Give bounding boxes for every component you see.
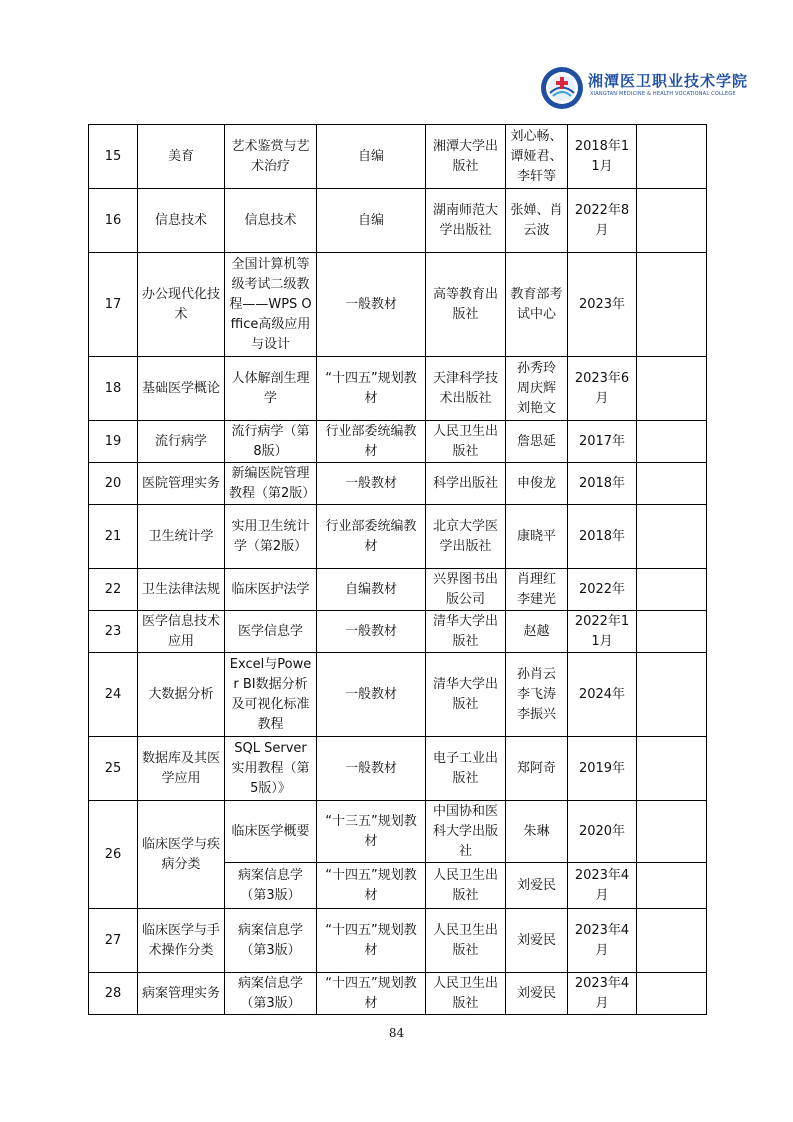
cell-type: 一般教材: [317, 737, 426, 801]
cell-type: 一般教材: [317, 253, 426, 357]
cell-note: [637, 253, 707, 357]
cell-no: 24: [89, 653, 138, 737]
cell-course: 卫生法律法规: [138, 569, 225, 611]
cell-book: 病案信息学（第3版）: [225, 863, 317, 909]
cell-course: 基础医学概论: [138, 357, 225, 421]
cell-no: 26: [89, 801, 138, 909]
cell-author: 刘心畅、谭娅君、李轩等: [506, 125, 568, 189]
cell-no: 25: [89, 737, 138, 801]
cell-book: Excel与Power BI数据分析及可视化标准教程: [225, 653, 317, 737]
cell-type: 行业部委统编教材: [317, 421, 426, 463]
cell-publisher: 天津科学技术出版社: [426, 357, 506, 421]
cell-book: 流行病学（第8版）: [225, 421, 317, 463]
cell-type: “十四五”规划教材: [317, 357, 426, 421]
cell-book: 临床医学概要: [225, 801, 317, 863]
cell-publisher: 湘潭大学出版社: [426, 125, 506, 189]
cell-no: 16: [89, 189, 138, 253]
cell-type: 自编: [317, 125, 426, 189]
cell-author: 詹思延: [506, 421, 568, 463]
cell-course: 信息技术: [138, 189, 225, 253]
cell-publisher: 人民卫生出版社: [426, 863, 506, 909]
table-row: [89, 253, 707, 357]
cell-publisher: 人民卫生出版社: [426, 973, 506, 1015]
table-row: [89, 463, 707, 505]
cell-author: 孙秀玲 周庆辉 刘艳文: [506, 357, 568, 421]
cell-publisher: 电子工业出版社: [426, 737, 506, 801]
cell-author: 赵越: [506, 611, 568, 653]
cell-author: 康晓平: [506, 505, 568, 569]
table-row: [89, 569, 707, 611]
cell-book: SQL Server实用教程（第5版）》: [225, 737, 317, 801]
cell-publisher: 人民卫生出版社: [426, 909, 506, 973]
cell-type: 行业部委统编教材: [317, 505, 426, 569]
cell-author: 教育部考试中心: [506, 253, 568, 357]
cell-date: 2019年: [568, 737, 637, 801]
cell-author: 张婵、肖云波: [506, 189, 568, 253]
table-row: [89, 421, 707, 463]
cell-note: [637, 653, 707, 737]
cell-date: 2022年: [568, 569, 637, 611]
cell-publisher: 科学出版社: [426, 463, 506, 505]
cell-no: 27: [89, 909, 138, 973]
cell-type: “十四五”规划教材: [317, 973, 426, 1015]
cell-note: [637, 863, 707, 909]
table-row: [89, 125, 707, 189]
cell-note: [637, 801, 707, 863]
cell-note: [637, 357, 707, 421]
table-row: [89, 973, 707, 1015]
cell-note: [637, 189, 707, 253]
cell-book: 信息技术: [225, 189, 317, 253]
cell-course: 临床医学与手术操作分类: [138, 909, 225, 973]
cell-course: 医学信息技术应用: [138, 611, 225, 653]
cell-date: 2018年11月: [568, 125, 637, 189]
cell-publisher: 人民卫生出版社: [426, 421, 506, 463]
college-logo: [540, 66, 770, 114]
cell-type: “十四五”规划教材: [317, 909, 426, 973]
cell-author: 孙肖云 李飞涛 李振兴: [506, 653, 568, 737]
cell-type: 自编教材: [317, 569, 426, 611]
table-row: [89, 909, 707, 973]
cell-author: 肖理红 李建光: [506, 569, 568, 611]
cell-date: 2020年: [568, 801, 637, 863]
cell-type: “十三五”规划教材: [317, 801, 426, 863]
cell-date: 2023年4月: [568, 863, 637, 909]
cell-course: 美育: [138, 125, 225, 189]
cell-no: 22: [89, 569, 138, 611]
cell-note: [637, 421, 707, 463]
cell-book: 医学信息学: [225, 611, 317, 653]
cell-date: 2023年4月: [568, 973, 637, 1015]
cell-publisher: 清华大学出版社: [426, 653, 506, 737]
cell-course: 临床医学与疾病分类: [138, 801, 225, 909]
cell-course: 办公现代化技术: [138, 253, 225, 357]
cell-author: 刘爱民: [506, 909, 568, 973]
cell-publisher: 中国协和医科大学出版社: [426, 801, 506, 863]
cell-course: 卫生统计学: [138, 505, 225, 569]
cell-author: 刘爱民: [506, 863, 568, 909]
cell-note: [637, 909, 707, 973]
cell-book: 实用卫生统计学（第2版）: [225, 505, 317, 569]
cell-note: [637, 973, 707, 1015]
cell-date: 2023年4月: [568, 909, 637, 973]
cell-no: 17: [89, 253, 138, 357]
cell-book: 病案信息学（第3版）: [225, 909, 317, 973]
cell-type: 一般教材: [317, 611, 426, 653]
cell-date: 2017年: [568, 421, 637, 463]
cell-book: 新编医院管理教程（第2版）: [225, 463, 317, 505]
cell-note: [637, 611, 707, 653]
table-row: [89, 653, 707, 737]
cell-course: 病案管理实务: [138, 973, 225, 1015]
cell-date: 2023年6月: [568, 357, 637, 421]
cell-no: 23: [89, 611, 138, 653]
cell-no: 18: [89, 357, 138, 421]
cell-book: 艺术鉴赏与艺术治疗: [225, 125, 317, 189]
cell-date: 2018年: [568, 463, 637, 505]
cell-note: [637, 569, 707, 611]
cell-publisher: 清华大学出版社: [426, 611, 506, 653]
cell-publisher: 兴界图书出版公司: [426, 569, 506, 611]
cell-book: 临床医护法学: [225, 569, 317, 611]
cell-no: 15: [89, 125, 138, 189]
cell-course: 医院管理实务: [138, 463, 225, 505]
cell-author: 申俊龙: [506, 463, 568, 505]
cell-publisher: 高等教育出版社: [426, 253, 506, 357]
cell-book: 人体解剖生理学: [225, 357, 317, 421]
cell-note: [637, 505, 707, 569]
college-emblem-icon: [540, 66, 584, 110]
cell-type: “十四五”规划教材: [317, 863, 426, 909]
cell-type: 一般教材: [317, 653, 426, 737]
cell-author: 朱琳: [506, 801, 568, 863]
textbook-table: [88, 124, 707, 1015]
table-row: [89, 189, 707, 253]
cell-no: 28: [89, 973, 138, 1015]
cell-publisher: 湖南师范大学出版社: [426, 189, 506, 253]
table-row: [89, 357, 707, 421]
cell-type: 自编: [317, 189, 426, 253]
cell-date: 2024年: [568, 653, 637, 737]
cell-date: 2018年: [568, 505, 637, 569]
table-row: [89, 505, 707, 569]
cell-note: [637, 125, 707, 189]
logo-english-name: XIANGTAN MEDICINE & HEALTH VOCATIONAL COLLEGE: [590, 91, 736, 97]
cell-date: 2022年8月: [568, 189, 637, 253]
cell-no: 20: [89, 463, 138, 505]
cell-date: 2023年: [568, 253, 637, 357]
cell-course: 数据库及其医学应用: [138, 737, 225, 801]
table-row: [89, 737, 707, 801]
cell-author: 郑阿奇: [506, 737, 568, 801]
cell-course: 流行病学: [138, 421, 225, 463]
table-row: [89, 801, 707, 863]
cell-no: 19: [89, 421, 138, 463]
cell-no: 21: [89, 505, 138, 569]
logo-chinese-name: 湘潭医卫职业技术学院: [588, 72, 749, 90]
cell-note: [637, 737, 707, 801]
cell-note: [637, 463, 707, 505]
cell-author: 刘爱民: [506, 973, 568, 1015]
cell-book: 全国计算机等级考试二级教程——WPS Office高级应用与设计: [225, 253, 317, 357]
table-row: [89, 611, 707, 653]
cell-publisher: 北京大学医学出版社: [426, 505, 506, 569]
cell-type: 一般教材: [317, 463, 426, 505]
cell-date: 2022年11月: [568, 611, 637, 653]
cell-book: 病案信息学（第3版）: [225, 973, 317, 1015]
cell-course: 大数据分析: [138, 653, 225, 737]
page-number: 84: [388, 1026, 405, 1040]
